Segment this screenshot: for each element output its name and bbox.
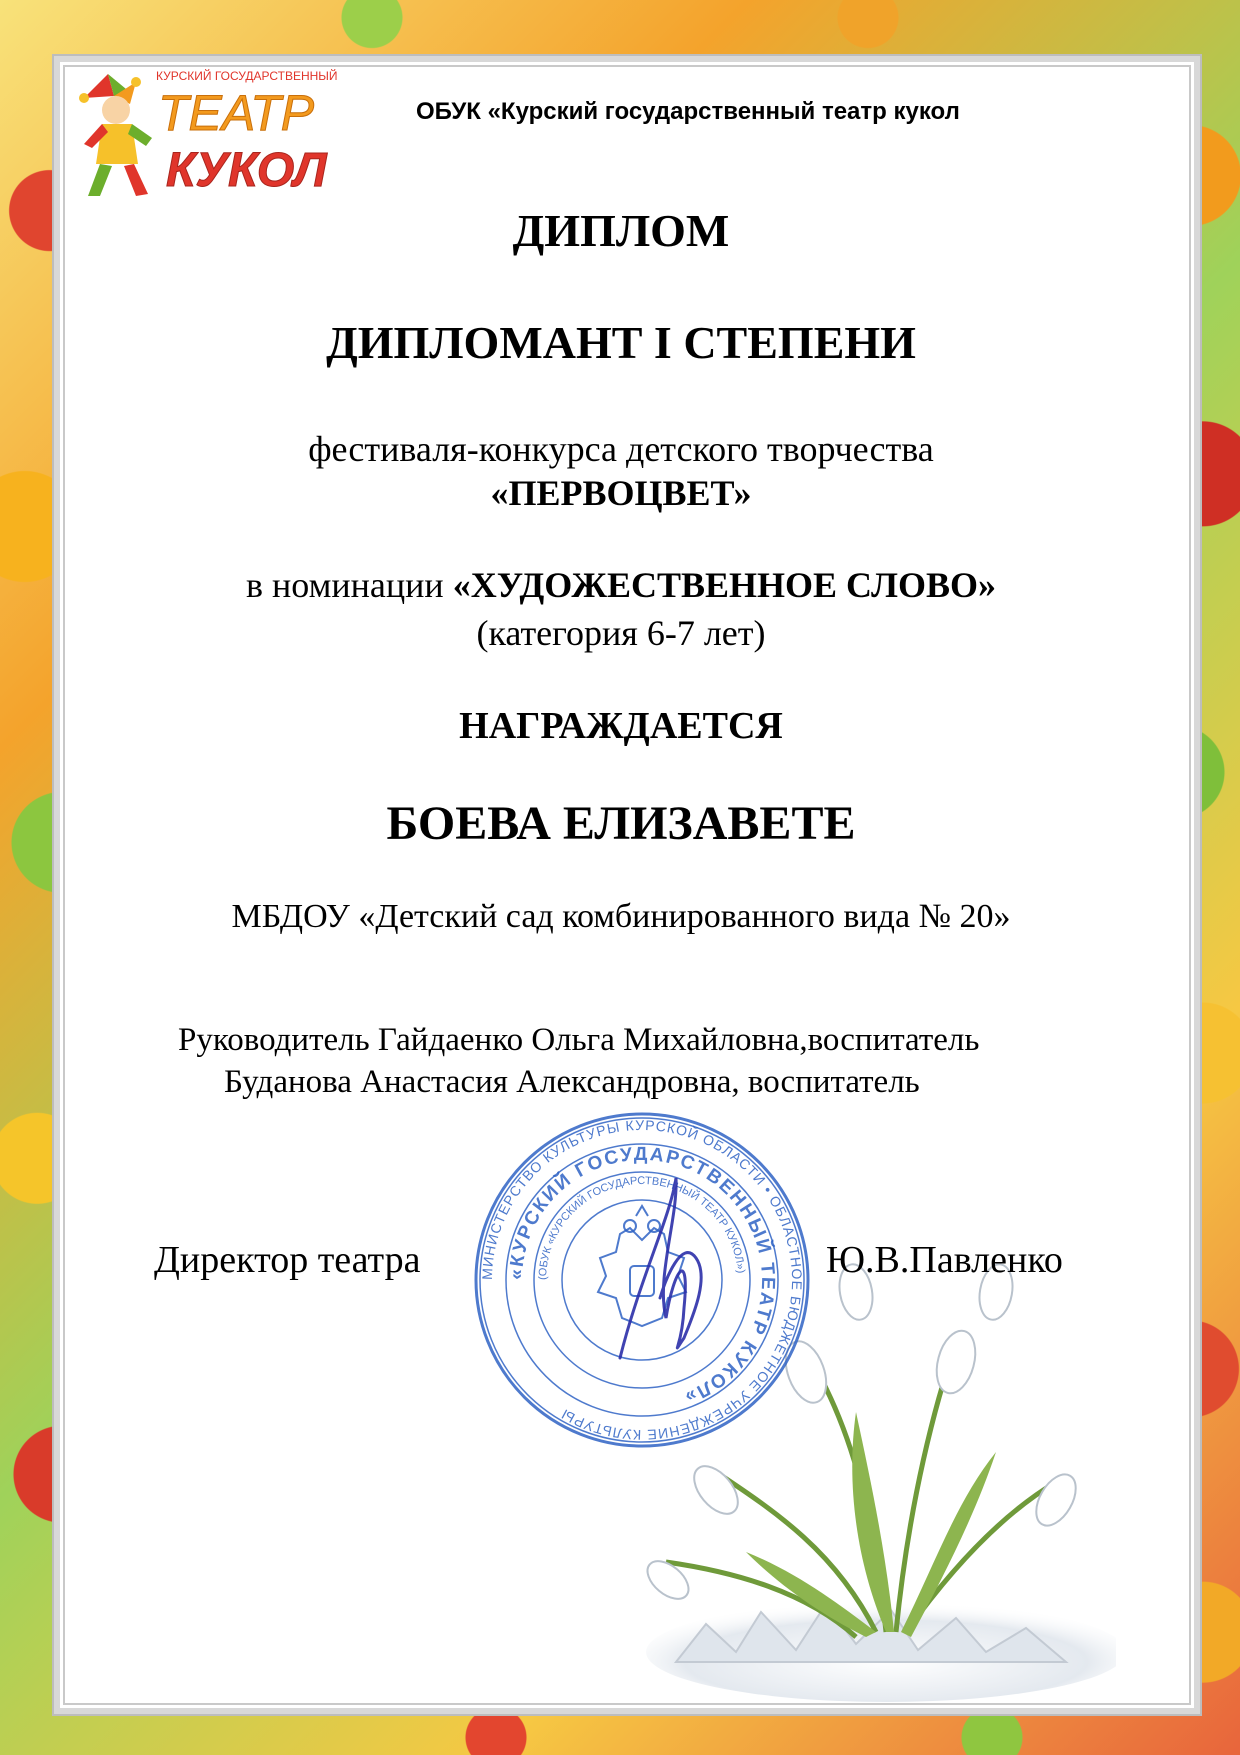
awarded-heading: НАГРАЖДАЕТСЯ [459, 705, 783, 747]
organization-name: ОБУК «Курский государственный театр кукол [416, 98, 960, 125]
nomination-name: «ХУДОЖЕСТВЕННОЕ СЛОВО» [452, 565, 996, 605]
diploma-title: ДИПЛОМ [512, 205, 730, 256]
logo-word-theatre: ТЕАТР [158, 85, 315, 141]
stamp-inner-text: (ОБУК «КУРСКИЙ ГОСУДАРСТВЕННЫЙ ТЕАТР КУКОЛ») [536, 1174, 747, 1281]
diploma-degree: ДИПЛОМАНТ I СТЕПЕНИ [326, 317, 916, 368]
logo-top-text: КУРСКИЙ ГОСУДАРСТВЕННЫЙ [156, 69, 338, 83]
recipient-name: БОЕВА ЕЛИЗАВЕТЕ [386, 797, 856, 850]
stamp-outer-text: МИНИСТЕРСТВО КУЛЬТУРЫ КУРСКОЙ ОБЛАСТИ • ОБЛАСТНОЕ БЮДЖЕТНОЕ УЧРЕЖДЕНИЕ КУЛЬТУРЫ [478, 1116, 806, 1444]
leader-line-2: Буданова Анастасия Александровна, воспитатель [224, 1064, 920, 1100]
stamp-middle-text: «КУРСКИЙ ГОСУДАРСТВЕННЫЙ ТЕАТР КУКОЛ» [505, 1143, 779, 1409]
official-stamp [470, 1108, 814, 1452]
theatre-logo [74, 68, 364, 204]
nomination-line [54, 564, 1188, 606]
jester-figure [79, 74, 152, 196]
logo-word-puppets: КУКОЛ [166, 144, 327, 197]
institution-name: МБДОУ «Детский сад комбинированного вида № 20» [231, 898, 1011, 935]
handwritten-signature [620, 1178, 701, 1358]
nomination-prefix: в номинации [246, 565, 453, 605]
director-name: Ю.В.Павленко [826, 1239, 1063, 1281]
festival-description: фестиваля-конкурса детского творчества [308, 429, 934, 469]
age-category: (категория 6-7 лет) [476, 613, 766, 653]
festival-name: «ПЕРВОЦВЕТ» [490, 473, 752, 513]
leader-line-1: Руководитель Гайдаенко Ольга Михайловна,воспитатель [178, 1022, 980, 1058]
director-position: Директор театра [154, 1239, 421, 1281]
